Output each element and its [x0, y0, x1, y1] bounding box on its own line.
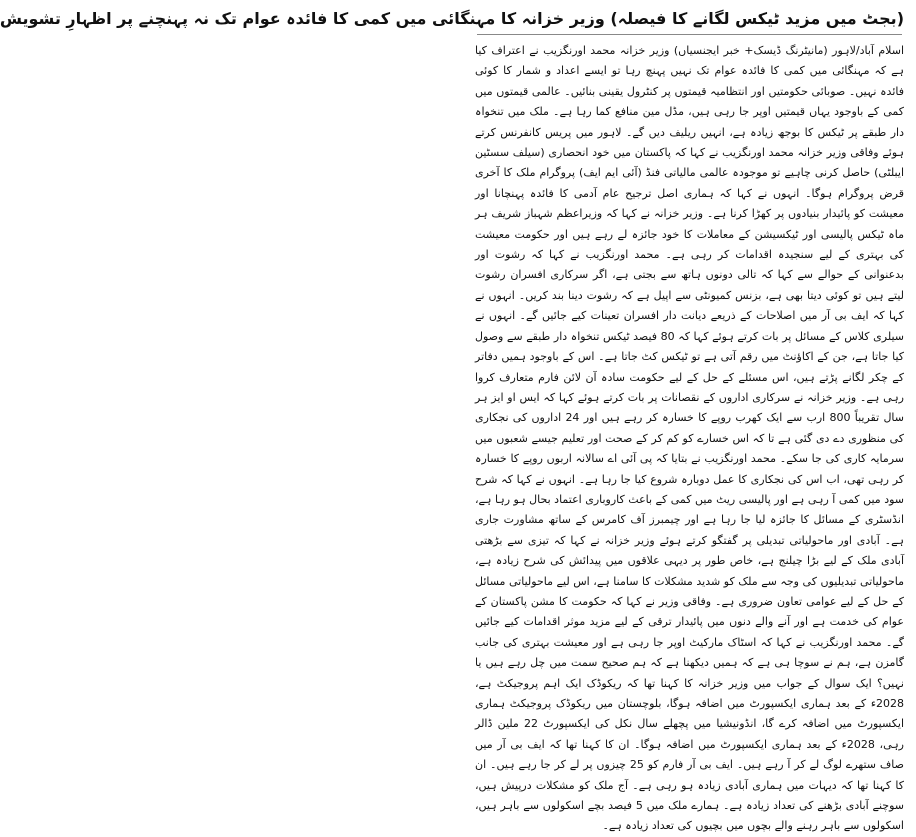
headline-divider [477, 34, 902, 35]
article-headline: (بجٹ میں مزید ٹیکس لگانے کا فیصلہ) وزیر خزانہ کا مہنگائی میں کمی کا فائدہ عوام تک نہ پہنچنے پر اظہارِ تشویش [0, 9, 904, 28]
article-body: اسلام آباد/لاہور (مانیٹرنگ ڈیسک+ خبر ایجنسیاں) وزیر خزانہ محمد اورنگزیب نے اعتراف کیا ہے کہ مہنگائی میں کمی کا فائدہ عوام تک نہیں پہنچ رہا تو ایسے اعداد و شمار کا کوئی فائدہ نہیں۔ صوبائی حکومتیں اور انتظامیہ قیمتوں پر کنٹرول یقینی بنائیں۔ عالمی قیمتوں میں کمی کے باوجود یہاں قیمتیں اوپر جا رہی ہیں، مڈل مین منافع کما رہا ہے۔ ملک میں تنخواہ دار طبقے پر ٹیکس کا بوجھ زیادہ ہے، انہیں ریلیف دیں گے۔ لاہور میں پریس کانفرنس کرتے ہوئے وفاقی وزیر خزانہ محمد اورنگزیب نے کہا کہ پاکستان میں خود انحصاری (سیلف سسٹین ایبلٹی) حاصل کرنی چاہیے تو موجودہ عالمی مالیاتی فنڈ (آئی ایم ایف) پروگرام ملک کا آخری قرض پروگرام ہوگا۔ انہوں نے کہا کہ ہماری اصل ترجیح عام آدمی کا فائدہ پہنچانا اور معیشت کو پائیدار بنیادوں پر کھڑا کرنا ہے۔ وزیر خزانہ نے کہا کہ وزیراعظم شہباز شریف ہر ماہ ٹیکس پالیسی اور ٹیکسیشن کے معاملات کا خود جائزہ لے رہے ہیں اور حکومت معیشت کی بہتری کے لیے سنجیدہ اقدامات کر رہی ہے۔ محمد اورنگزیب نے کہا کہ رشوت اور بدعنوانی کے حوالے سے کہا کہ تالی دونوں ہاتھ سے بجتی ہے، اگر سرکاری افسران رشوت لیتے ہیں تو کوئی دیتا بھی ہے، بزنس کمیونٹی سے اپیل ہے کہ رشوت دینا بند کریں۔ انہوں نے کہا کہ ایف بی آر میں اصلاحات کے ذریعے دیانت دار افسران تعینات کیے جائیں گے۔ انہوں نے سیلری کلاس کے مسائل پر بات کرتے ہوئے کہا کہ 80 فیصد ٹیکس تنخواہ دار طبقے سے وصول کیا جاتا ہے، جن کے اکاؤنٹ میں رقم آتی ہے تو ٹیکس کٹ جاتا ہے۔ اس کے باوجود ہمیں دفاتر کے چکر لگانے پڑتے ہیں، اس مسئلے کے حل کے لیے حکومت سادہ آن لائن فارم متعارف کروا رہی ہے۔ وزیر خزانہ نے سرکاری اداروں کے نقصانات پر بات کرتے ہوئے کہا کہ ایس او ایز ہر سال تقریباً 800 ارب سے ایک کھرب روپے کا خسارہ کر رہے ہیں اور 24 اداروں کی نجکاری کی منظوری دے دی گئی ہے تا کہ اس خسارے کو کم کر کے صحت اور تعلیم جیسے شعبوں میں سرمایہ کاری کی جا سکے۔ محمد اورنگزیب نے بتایا کہ پی آئی اے سالانہ اربوں روپے کا خسارہ کر رہی تھی، اب اس کی نجکاری کا عمل دوبارہ شروع کیا جا رہا ہے۔ انہوں نے کہا کہ شرح سود میں کمی آ رہی ہے اور پالیسی ریٹ میں کمی کے باعث کاروباری اعتماد بحال ہو رہا ہے، انڈسٹری کے مسائل کا جائزہ لیا جا رہا ہے اور چیمبرز آف کامرس کے ساتھ مشاورت جاری ہے۔ آبادی اور ماحولیاتی تبدیلی پر گفتگو کرتے ہوئے وزیر خزانہ نے کہا کہ تیزی سے بڑھتی آبادی ملک کے لیے بڑا چیلنج ہے، خاص طور پر دیہی علاقوں میں پیدائش کی شرح زیادہ ہے، ماحولیاتی تبدیلیوں کی وجہ سے ملک کو شدید مشکلات کا سامنا ہے، اس لیے ماحولیاتی مسائل کے حل کے لیے عوامی تعاون ضروری ہے۔ وفاقی وزیر نے کہا کہ حکومت کا مشن پاکستان کے عوام کی خدمت ہے اور آنے والے دنوں میں پائیدار ترقی کے لیے مزید موثر اقدامات کیے جائیں گے۔ محمد اورنگزیب نے کہا کہ اسٹاک مارکیٹ اوپر جا رہی ہے اور معیشت بہتری کی جانب گامزن ہے، ہم نے سوچا ہی ہے کہ ہمیں دیکھنا ہے کہ ہم صحیح سمت میں چل رہے ہیں یا نہیں؟ ایک سوال کے جواب میں وزیر خزانہ کا کہنا تھا کہ ریکوڈک ایک اہم پروجیکٹ ہے، 2028ء کے بعد ہماری ایکسپورٹ میں اضافہ ہوگا، بلوچستان میں ریکوڈک پروجیکٹ ہماری ایکسپورٹ میں اضافہ کرے گا، انڈونیشیا میں پچھلے سال نکل کی ایکسپورٹ 22 ملین ڈالر رہی، 2028ء کے بعد ہماری ایکسپورٹ میں اضافہ ہوگا۔ ان کا کہنا تھا کہ ایف بی آر میں صاف ستھرے لوگ لے کر آ رہے ہیں۔ ایف بی آر فارم کو 25 چیزوں پر لے کر جا رہے ہیں۔ ان کا کہنا تھا کہ دیہات میں ہماری آبادی زیادہ ہو رہی ہے۔ آج ملک کو مشکلات درپیش ہیں، سوچنے آبادی بڑھنے کی تعداد زیادہ ہے۔ ہمارے ملک میں 5 فیصد بچے اسکولوں سے باہر ہیں، اسکولوں سے باہر رہنے والے بچوں میں بچیوں کی تعداد زیادہ ہے۔ [475, 44, 905, 833]
